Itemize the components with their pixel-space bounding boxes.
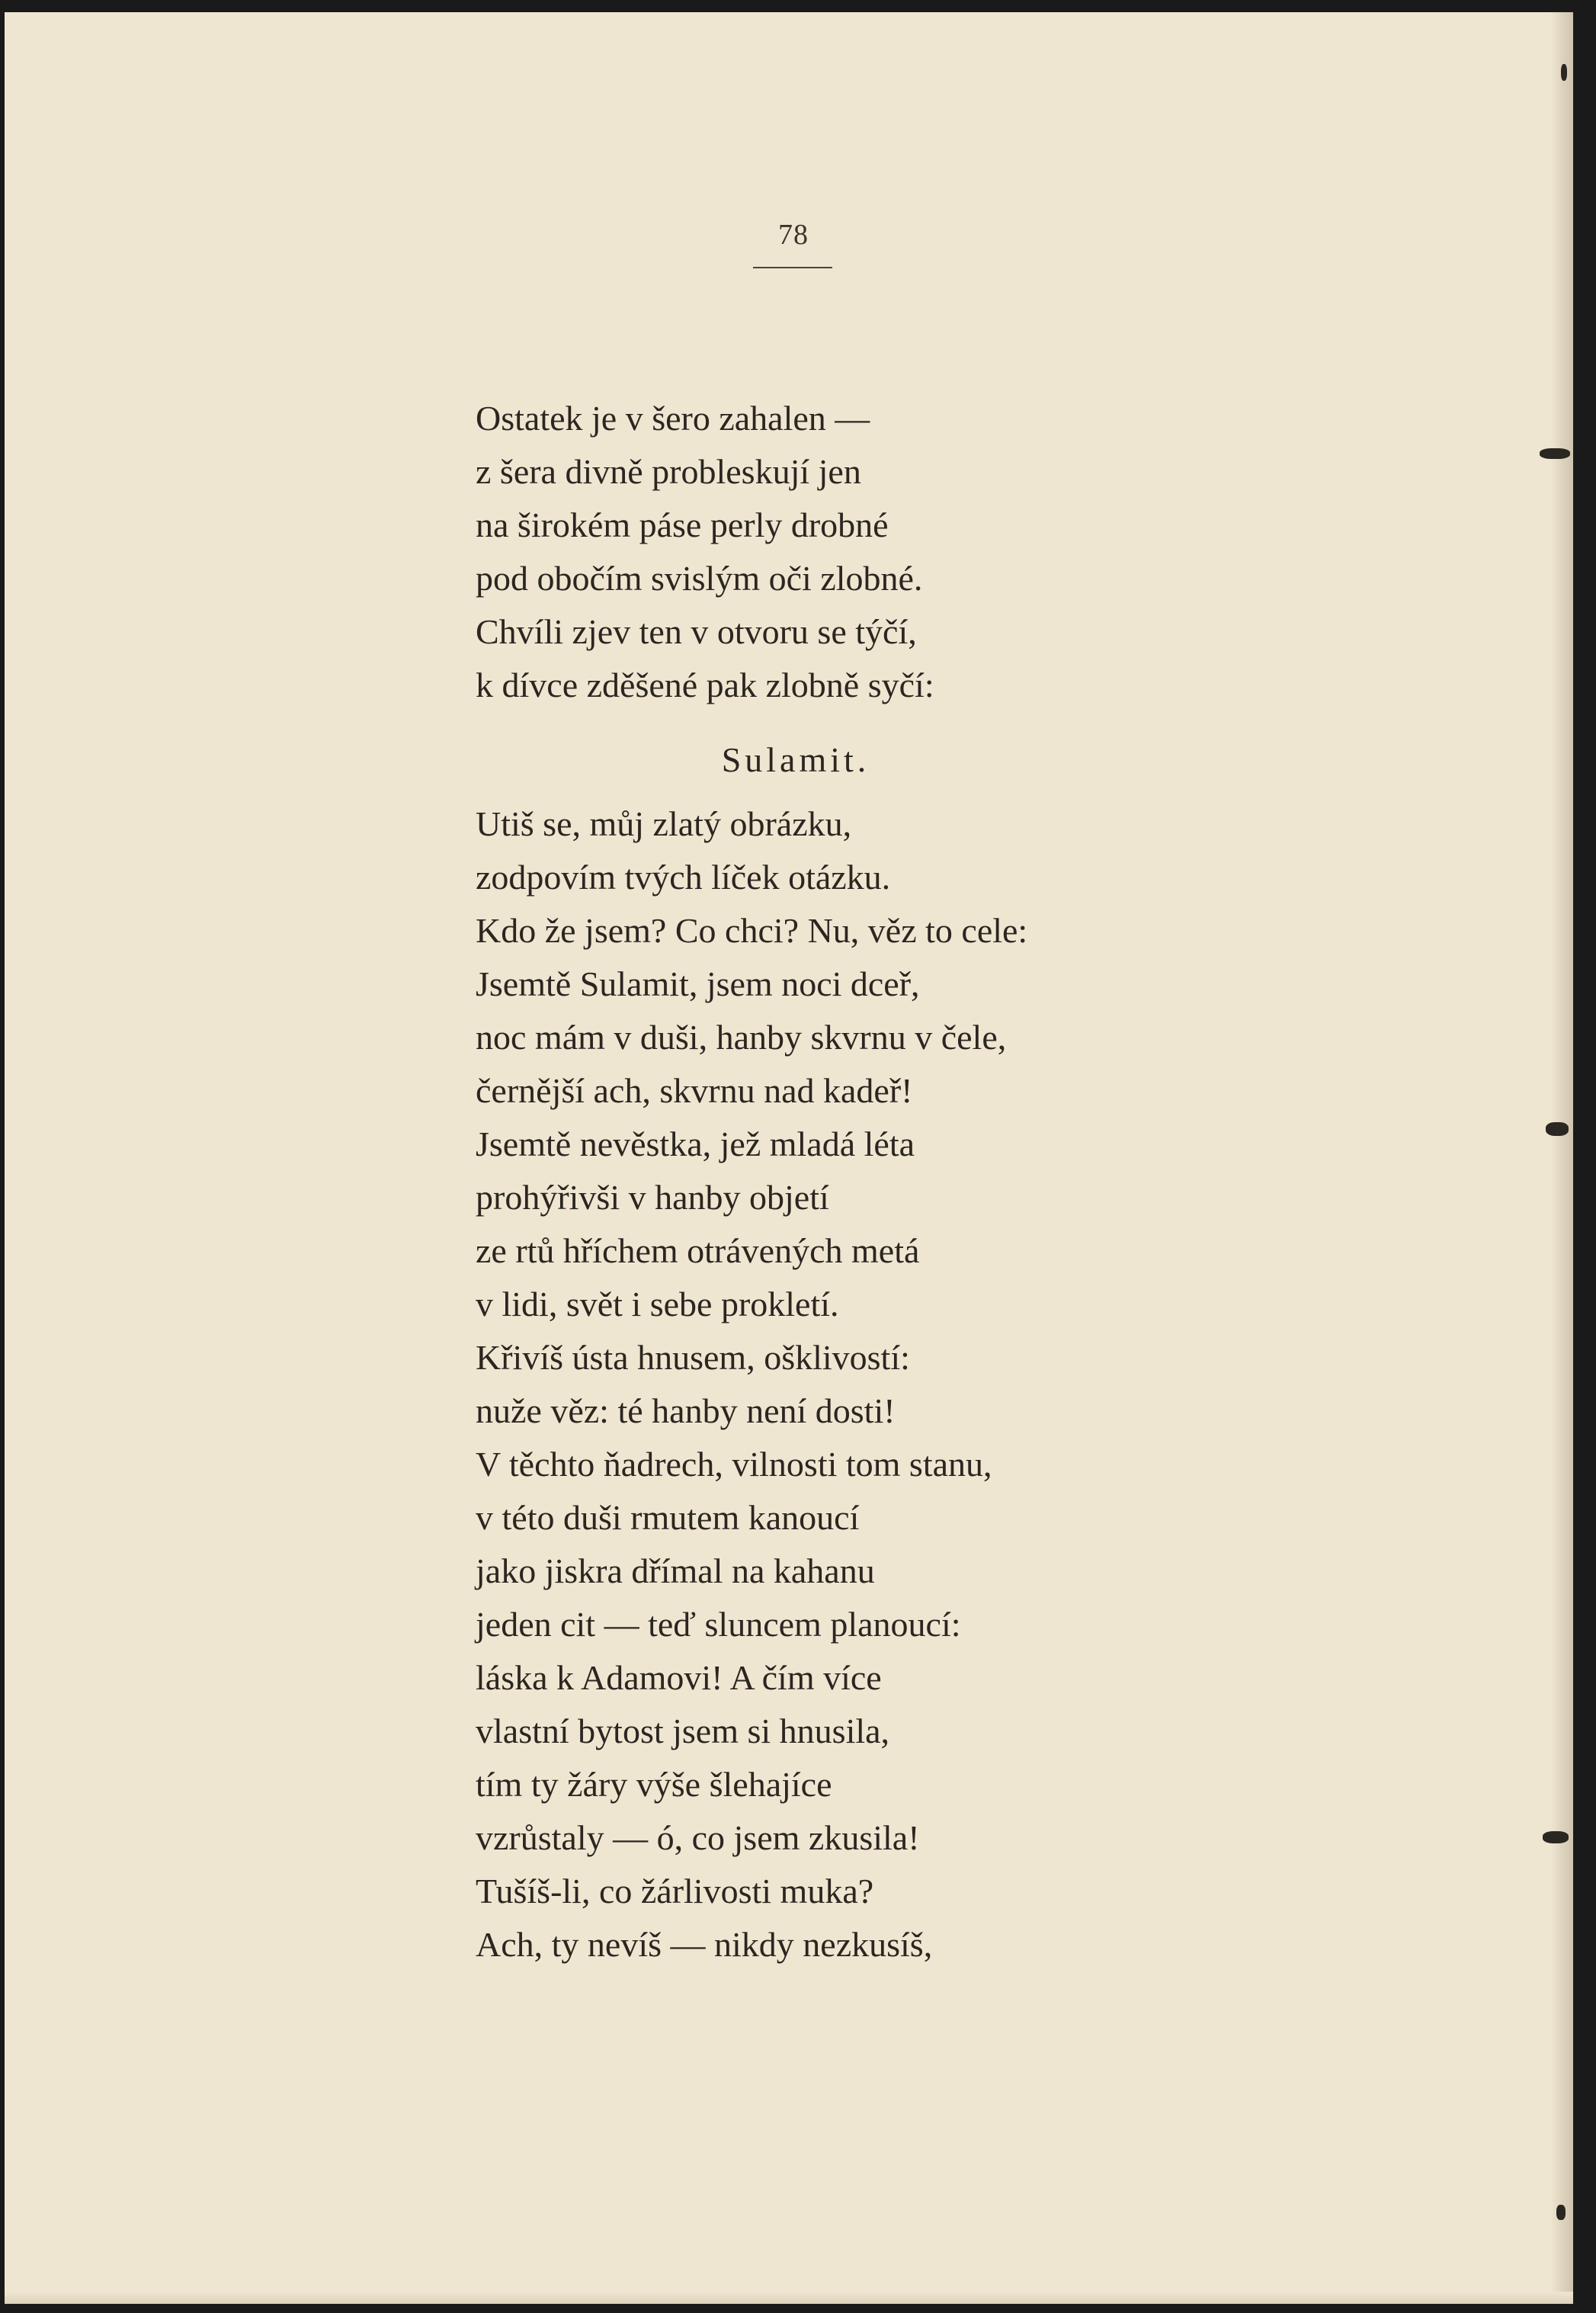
page-number: 78 bbox=[778, 219, 809, 251]
poem-line: láska k Adamovi! A čím více bbox=[476, 1658, 882, 1697]
poem-line: vzrůstaly — ó, co jsem zkusila! bbox=[476, 1818, 920, 1857]
poem-line: ze rtů hříchem otrávených metá bbox=[476, 1231, 920, 1270]
edge-mark bbox=[1540, 448, 1570, 459]
poem-line: vlastní bytost jsem si hnusila, bbox=[476, 1711, 890, 1750]
poem-text bbox=[476, 392, 1116, 1971]
poem-line: Jsemtě nevěstka, jež mladá léta bbox=[476, 1124, 915, 1163]
poem-line: zodpovím tvých líček otázku. bbox=[476, 858, 891, 897]
poem-line: v této duši rmutem kanoucí bbox=[476, 1498, 860, 1537]
intro-stanza bbox=[476, 392, 1116, 712]
edge-mark bbox=[1543, 1831, 1569, 1843]
edge-mark bbox=[1546, 1122, 1569, 1136]
poem-line: v lidi, svět i sebe prokletí. bbox=[476, 1285, 839, 1323]
poem-line: černější ach, skvrnu nad kadeř! bbox=[476, 1071, 913, 1110]
poem-line: Chvíli zjev ten v otvoru se týčí, bbox=[476, 612, 917, 651]
page-number-rule bbox=[753, 267, 832, 268]
speech-stanza bbox=[476, 797, 1116, 1971]
poem-line: k dívce zděšené pak zlobně syčí: bbox=[476, 666, 934, 704]
speaker-name: Sulamit. bbox=[721, 740, 870, 779]
page-edge bbox=[1550, 12, 1573, 2304]
poem-line: Utiš se, můj zlatý obrázku, bbox=[476, 804, 852, 843]
poem-line: V těchto ňadrech, vilnosti tom stanu, bbox=[476, 1445, 992, 1484]
poem-line: Ostatek je v šero zahalen — bbox=[476, 399, 870, 438]
poem-line: prohýřivši v hanby objetí bbox=[476, 1178, 829, 1217]
poem-line: jako jiskra dřímal na kahanu bbox=[476, 1551, 875, 1590]
poem-line: na širokém páse perly drobné bbox=[476, 505, 889, 544]
poem-line: Tušíš-li, co žárlivosti muka? bbox=[476, 1872, 874, 1910]
poem-line: Kdo že jsem? Co chci? Nu, věz to cele: bbox=[476, 911, 1028, 950]
poem-line: tím ty žáry výše šlehajíce bbox=[476, 1765, 832, 1804]
book-page bbox=[5, 12, 1573, 2304]
poem-line: Ach, ty nevíš — nikdy nezkusíš, bbox=[476, 1925, 933, 1964]
poem-line: jeden cit — teď sluncem planoucí: bbox=[476, 1605, 961, 1644]
page-bottom-edge bbox=[5, 2292, 1573, 2304]
poem-line: Křivíš ústa hnusem, ošklivostí: bbox=[476, 1338, 910, 1377]
poem-line: z šera divně probleskují jen bbox=[476, 452, 861, 491]
poem-line: noc mám v duši, hanby skvrnu v čele, bbox=[476, 1018, 1007, 1057]
edge-mark bbox=[1556, 2205, 1566, 2220]
poem-line: pod obočím svislým oči zlobné. bbox=[476, 559, 923, 598]
poem-line: Jsemtě Sulamit, jsem noci dceř, bbox=[476, 964, 920, 1003]
edge-mark bbox=[1561, 64, 1567, 81]
poem-line: nuže věz: té hanby není dosti! bbox=[476, 1391, 896, 1430]
